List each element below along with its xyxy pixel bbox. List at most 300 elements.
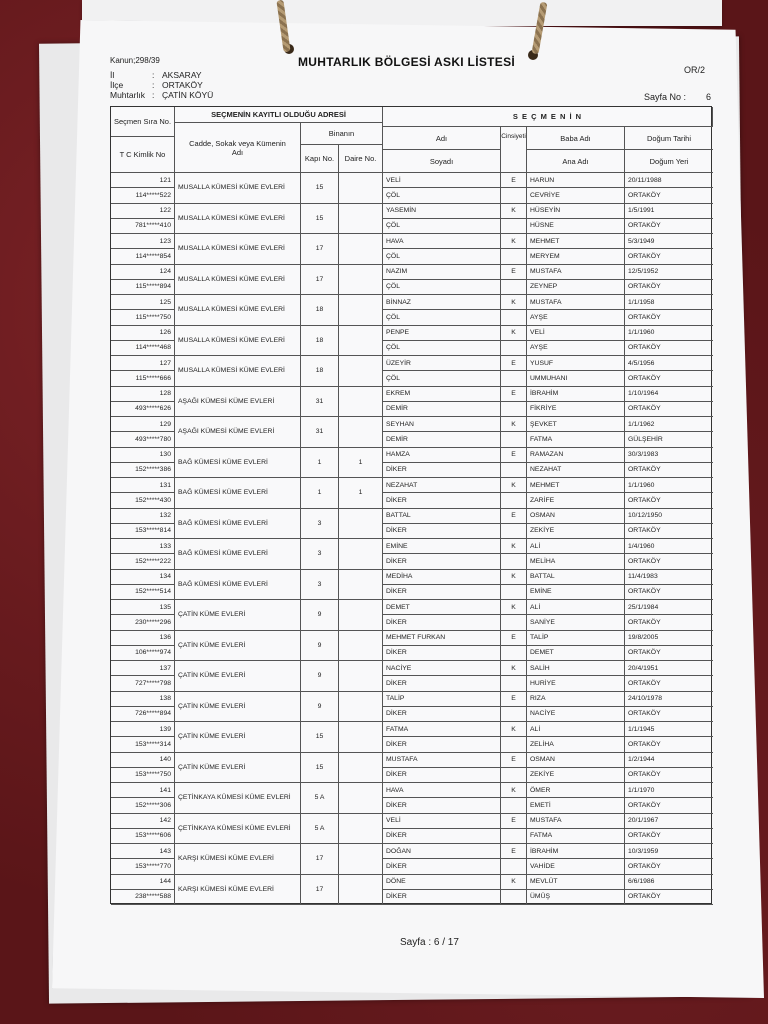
header-baba-adi: Baba Adı: [527, 127, 625, 150]
voter-cinsiyet-blank: [501, 219, 527, 234]
voter-baba-adi: MUSTAFA: [527, 295, 625, 310]
voter-soyadi: ÇÖL: [383, 341, 501, 356]
voter-cinsiyet-blank: [501, 859, 527, 874]
voter-adi: TALİP: [383, 692, 501, 707]
table-row: [111, 265, 713, 296]
law-reference: Kanun;298/39: [110, 56, 160, 65]
voter-ana-adi: ZEKİYE: [527, 768, 625, 783]
voter-dogum-yeri: ORTAKÖY: [625, 798, 713, 813]
voter-cinsiyet-blank: [501, 646, 527, 661]
page-number-label: Sayfa No :: [644, 92, 687, 102]
meta-ilce: [110, 80, 203, 90]
voter-cinsiyet-blank: [501, 829, 527, 844]
voter-address: MUSALLA KÜMESİ KÜME EVLERİ: [175, 265, 301, 296]
voter-address: BAĞ KÜMESİ KÜME EVLERİ: [175, 509, 301, 540]
voter-dogum-yeri: GÜLŞEHİR: [625, 432, 713, 447]
voter-sira-no: 143: [111, 844, 175, 859]
voter-adi: PENPE: [383, 326, 501, 341]
voter-dogum-tarihi: 1/1/1945: [625, 722, 713, 737]
voter-dogum-tarihi: 1/2/1944: [625, 753, 713, 768]
voter-soyadi: ÇÖL: [383, 249, 501, 264]
voter-sira-no: 138: [111, 692, 175, 707]
voter-ana-adi: HURİYE: [527, 676, 625, 691]
voter-soyadi: DİKER: [383, 768, 501, 783]
voter-kapi-no: 3: [301, 570, 339, 601]
voter-cinsiyet-blank: [501, 249, 527, 264]
header-soyadi: Soyadı: [383, 150, 501, 173]
voter-daire-no: [339, 234, 383, 265]
voter-cinsiyet: K: [501, 539, 527, 554]
voter-soyadi: DİKER: [383, 463, 501, 478]
page-title: MUHTARLIK BÖLGESİ ASKI LİSTESİ: [298, 55, 516, 69]
voter-baba-adi: RAMAZAN: [527, 448, 625, 463]
voter-baba-adi: MUSTAFA: [527, 814, 625, 829]
voter-ana-adi: AYŞE: [527, 310, 625, 325]
voter-soyadi: DİKER: [383, 615, 501, 630]
voter-sira-no: 133: [111, 539, 175, 554]
voter-kapi-no: 1: [301, 478, 339, 509]
voter-daire-no: [339, 814, 383, 845]
voter-daire-no: [339, 783, 383, 814]
voter-ana-adi: DEMET: [527, 646, 625, 661]
voter-adi: NAZIM: [383, 265, 501, 280]
voter-ana-adi: AYŞE: [527, 341, 625, 356]
voter-daire-no: [339, 753, 383, 784]
voter-dogum-tarihi: 25/1/1984: [625, 600, 713, 615]
voter-dogum-yeri: ORTAKÖY: [625, 554, 713, 569]
voter-cinsiyet: E: [501, 814, 527, 829]
voter-cinsiyet-blank: [501, 188, 527, 203]
voter-ana-adi: HÜSNE: [527, 219, 625, 234]
voter-soyadi: DİKER: [383, 798, 501, 813]
voter-address: ÇETİNKAYA KÜMESİ KÜME EVLERİ: [175, 783, 301, 814]
voter-sira-no: 144: [111, 875, 175, 890]
header-binanin: Binanın: [301, 123, 383, 145]
voter-adi: BİNNAZ: [383, 295, 501, 310]
voter-sira-no: 129: [111, 417, 175, 432]
colon: :: [152, 70, 155, 80]
voter-sira-no: 134: [111, 570, 175, 585]
voter-tc-no: 114*****468: [111, 341, 175, 356]
voter-kapi-no: 15: [301, 204, 339, 235]
voter-dogum-yeri: ORTAKÖY: [625, 524, 713, 539]
voter-tc-no: 153*****750: [111, 768, 175, 783]
voter-dogum-yeri: ORTAKÖY: [625, 310, 713, 325]
voter-adi: EMİNE: [383, 539, 501, 554]
table-row: [111, 234, 713, 265]
voter-soyadi: DİKER: [383, 859, 501, 874]
header-cinsiyet: Cinsiyeti: [501, 127, 527, 173]
voter-ana-adi: ZEYNEP: [527, 280, 625, 295]
voter-ana-adi: NACİYE: [527, 707, 625, 722]
voter-daire-no: [339, 844, 383, 875]
voter-address: MUSALLA KÜMESİ KÜME EVLERİ: [175, 234, 301, 265]
voter-cinsiyet: K: [501, 234, 527, 249]
form-code: OR/2: [684, 65, 706, 75]
voter-dogum-yeri: ORTAKÖY: [625, 646, 713, 661]
header-dogum-tarihi: Doğum Tarihi: [625, 127, 713, 150]
table-row: [111, 509, 713, 540]
voter-cinsiyet: K: [501, 661, 527, 676]
voter-sira-no: 126: [111, 326, 175, 341]
table-row: [111, 356, 713, 387]
voter-sira-no: 135: [111, 600, 175, 615]
voter-baba-adi: ŞEVKET: [527, 417, 625, 432]
voter-adi: DOĞAN: [383, 844, 501, 859]
voter-address: ÇATİN KÜME EVLERİ: [175, 753, 301, 784]
voter-ana-adi: EMETİ: [527, 798, 625, 813]
voter-ana-adi: FATMA: [527, 432, 625, 447]
voter-baba-adi: İBRAHİM: [527, 844, 625, 859]
voter-tc-no: 114*****854: [111, 249, 175, 264]
meta-muhtarlik: [110, 90, 213, 100]
voter-baba-adi: HÜSEYİN: [527, 204, 625, 219]
voter-baba-adi: MEHMET: [527, 478, 625, 493]
voter-sira-no: 132: [111, 509, 175, 524]
voter-cinsiyet: K: [501, 417, 527, 432]
voter-daire-no: [339, 539, 383, 570]
header-cadde: Cadde, Sokak veya Kümenin Adı: [175, 123, 301, 173]
table-row: [111, 783, 713, 814]
voter-kapi-no: 3: [301, 509, 339, 540]
voter-cinsiyet: E: [501, 692, 527, 707]
table-row: [111, 204, 713, 235]
voter-cinsiyet: K: [501, 295, 527, 310]
voter-daire-no: [339, 509, 383, 540]
voter-baba-adi: MUSTAFA: [527, 265, 625, 280]
voter-daire-no: [339, 600, 383, 631]
voter-dogum-yeri: ORTAKÖY: [625, 829, 713, 844]
voter-daire-no: [339, 356, 383, 387]
voter-dogum-tarihi: 30/3/1983: [625, 448, 713, 463]
voter-tc-no: 726*****894: [111, 707, 175, 722]
voter-adi: MEHMET FURKAN: [383, 631, 501, 646]
voter-dogum-tarihi: 4/5/1956: [625, 356, 713, 371]
voter-sira-no: 128: [111, 387, 175, 402]
voter-address: ÇATİN KÜME EVLERİ: [175, 631, 301, 662]
voter-tc-no: 153*****814: [111, 524, 175, 539]
voter-sira-no: 122: [111, 204, 175, 219]
header-secmenin-group: S E Ç M E N İ N: [383, 107, 713, 127]
voter-sira-no: 141: [111, 783, 175, 798]
voter-address: MUSALLA KÜMESİ KÜME EVLERİ: [175, 173, 301, 204]
table-row: [111, 661, 713, 692]
table-row: [111, 539, 713, 570]
voter-daire-no: [339, 417, 383, 448]
voter-dogum-tarihi: 1/4/1960: [625, 539, 713, 554]
table-row: [111, 631, 713, 662]
voter-ana-adi: UMMUHANI: [527, 371, 625, 386]
voter-baba-adi: YUSUF: [527, 356, 625, 371]
header-ana-adi: Ana Adı: [527, 150, 625, 173]
voter-cinsiyet: K: [501, 600, 527, 615]
voter-adi: DEMET: [383, 600, 501, 615]
voter-cinsiyet-blank: [501, 554, 527, 569]
voter-baba-adi: ALİ: [527, 539, 625, 554]
voter-address: MUSALLA KÜMESİ KÜME EVLERİ: [175, 326, 301, 357]
voter-baba-adi: ALİ: [527, 722, 625, 737]
voter-sira-no: 140: [111, 753, 175, 768]
voter-cinsiyet-blank: [501, 585, 527, 600]
voter-dogum-yeri: ORTAKÖY: [625, 585, 713, 600]
il-label: İl: [110, 70, 115, 80]
voter-ana-adi: ÜMÜŞ: [527, 890, 625, 905]
voter-kapi-no: 17: [301, 844, 339, 875]
voter-address: AŞAĞI KÜMESİ KÜME EVLERİ: [175, 387, 301, 418]
voter-cinsiyet-blank: [501, 341, 527, 356]
ilce-value: ORTAKÖY: [162, 80, 203, 90]
table-row: [111, 875, 713, 906]
voter-daire-no: [339, 387, 383, 418]
voter-cinsiyet: E: [501, 509, 527, 524]
voter-daire-no: [339, 661, 383, 692]
voter-soyadi: DİKER: [383, 707, 501, 722]
voter-tc-no: 153*****314: [111, 737, 175, 752]
voter-daire-no: [339, 570, 383, 601]
voter-dogum-tarihi: 10/12/1950: [625, 509, 713, 524]
voter-dogum-yeri: ORTAKÖY: [625, 280, 713, 295]
voter-soyadi: ÇÖL: [383, 310, 501, 325]
voter-tc-no: 106*****974: [111, 646, 175, 661]
voter-cinsiyet: E: [501, 844, 527, 859]
header-dogum-yeri: Doğum Yeri: [625, 150, 713, 173]
voter-dogum-yeri: ORTAKÖY: [625, 707, 713, 722]
table-row: [111, 570, 713, 601]
voter-daire-no: [339, 722, 383, 753]
voter-sira-no: 139: [111, 722, 175, 737]
voter-dogum-tarihi: 12/5/1952: [625, 265, 713, 280]
voter-baba-adi: BATTAL: [527, 570, 625, 585]
voter-soyadi: DEMİR: [383, 402, 501, 417]
voter-cinsiyet: E: [501, 265, 527, 280]
voter-dogum-yeri: ORTAKÖY: [625, 249, 713, 264]
voter-kapi-no: 18: [301, 356, 339, 387]
table-row: [111, 814, 713, 845]
voter-tc-no: 153*****770: [111, 859, 175, 874]
voter-baba-adi: ALİ: [527, 600, 625, 615]
voter-kapi-no: 9: [301, 661, 339, 692]
voter-dogum-yeri: ORTAKÖY: [625, 371, 713, 386]
voter-cinsiyet: K: [501, 326, 527, 341]
voter-daire-no: 1: [339, 478, 383, 509]
voter-sira-no: 142: [111, 814, 175, 829]
voter-kapi-no: 15: [301, 753, 339, 784]
voter-daire-no: [339, 875, 383, 906]
voter-ana-adi: EMİNE: [527, 585, 625, 600]
voter-daire-no: [339, 295, 383, 326]
voter-daire-no: [339, 326, 383, 357]
voter-tc-no: 114*****522: [111, 188, 175, 203]
voter-ana-adi: MERYEM: [527, 249, 625, 264]
voter-baba-adi: OSMAN: [527, 753, 625, 768]
voter-adi: VELİ: [383, 814, 501, 829]
voter-tc-no: 152*****306: [111, 798, 175, 813]
voter-tc-no: 493*****626: [111, 402, 175, 417]
voter-dogum-yeri: ORTAKÖY: [625, 890, 713, 905]
voter-daire-no: [339, 265, 383, 296]
voter-tc-no: 115*****894: [111, 280, 175, 295]
voter-sira-no: 136: [111, 631, 175, 646]
voter-adi: NACİYE: [383, 661, 501, 676]
voter-ana-adi: ZELİHA: [527, 737, 625, 752]
voter-soyadi: ÇÖL: [383, 188, 501, 203]
voter-soyadi: DİKER: [383, 676, 501, 691]
voter-address: ÇETİNKAYA KÜMESİ KÜME EVLERİ: [175, 814, 301, 845]
voter-dogum-tarihi: 1/10/1964: [625, 387, 713, 402]
voter-address: BAĞ KÜMESİ KÜME EVLERİ: [175, 448, 301, 479]
voter-cinsiyet: E: [501, 753, 527, 768]
voter-dogum-tarihi: 1/1/1962: [625, 417, 713, 432]
voter-cinsiyet: K: [501, 875, 527, 890]
voter-cinsiyet-blank: [501, 493, 527, 508]
voter-baba-adi: SALİH: [527, 661, 625, 676]
voter-ana-adi: ZARİFE: [527, 493, 625, 508]
voter-dogum-yeri: ORTAKÖY: [625, 493, 713, 508]
voter-kapi-no: 17: [301, 875, 339, 906]
voter-cinsiyet: K: [501, 722, 527, 737]
voter-baba-adi: RIZA: [527, 692, 625, 707]
voter-cinsiyet: E: [501, 387, 527, 402]
voter-tc-no: 153*****606: [111, 829, 175, 844]
voter-dogum-tarihi: 20/4/1951: [625, 661, 713, 676]
voter-adi: HAMZA: [383, 448, 501, 463]
voter-dogum-yeri: ORTAKÖY: [625, 768, 713, 783]
voter-address: MUSALLA KÜMESİ KÜME EVLERİ: [175, 295, 301, 326]
table-row: [111, 753, 713, 784]
voter-address: BAĞ KÜMESİ KÜME EVLERİ: [175, 570, 301, 601]
voter-ana-adi: NEZAHAT: [527, 463, 625, 478]
voter-dogum-tarihi: 20/11/1988: [625, 173, 713, 188]
voter-baba-adi: MEHMET: [527, 234, 625, 249]
voter-tc-no: 781*****410: [111, 219, 175, 234]
header-adres-group: SEÇMENİN KAYITLI OLDUĞU ADRESİ: [175, 107, 383, 123]
voter-address: AŞAĞI KÜMESİ KÜME EVLERİ: [175, 417, 301, 448]
voter-ana-adi: FATMA: [527, 829, 625, 844]
voter-dogum-yeri: ORTAKÖY: [625, 188, 713, 203]
voter-kapi-no: 5 A: [301, 783, 339, 814]
voter-dogum-tarihi: 20/1/1967: [625, 814, 713, 829]
voter-kapi-no: 9: [301, 692, 339, 723]
voter-cinsiyet-blank: [501, 280, 527, 295]
voter-address: KARŞI KÜMESİ KÜME EVLERİ: [175, 875, 301, 906]
voter-cinsiyet: E: [501, 448, 527, 463]
header-daire: Daire No.: [339, 145, 383, 173]
voter-cinsiyet-blank: [501, 371, 527, 386]
voter-dogum-tarihi: 1/1/1960: [625, 326, 713, 341]
table-row: [111, 326, 713, 357]
voter-cinsiyet-blank: [501, 768, 527, 783]
table-row: [111, 692, 713, 723]
voter-soyadi: DİKER: [383, 829, 501, 844]
page-number-value: 6: [706, 92, 712, 102]
voter-soyadi: DİKER: [383, 737, 501, 752]
voter-dogum-yeri: ORTAKÖY: [625, 219, 713, 234]
voter-soyadi: ÇÖL: [383, 280, 501, 295]
voter-dogum-tarihi: 19/8/2005: [625, 631, 713, 646]
table-row: [111, 600, 713, 631]
voter-table: [110, 106, 712, 904]
voter-soyadi: DİKER: [383, 646, 501, 661]
voter-tc-no: 152*****514: [111, 585, 175, 600]
voter-sira-no: 121: [111, 173, 175, 188]
voter-cinsiyet-blank: [501, 737, 527, 752]
voter-sira-no: 137: [111, 661, 175, 676]
voter-baba-adi: İBRAHİM: [527, 387, 625, 402]
colon: :: [152, 80, 155, 90]
voter-soyadi: DİKER: [383, 493, 501, 508]
voter-cinsiyet: E: [501, 173, 527, 188]
voter-dogum-tarihi: 1/1/1970: [625, 783, 713, 798]
voter-ana-adi: ZEKİYE: [527, 524, 625, 539]
header-tc-kimlik: T C Kimlik No: [111, 137, 175, 173]
voter-address: MUSALLA KÜMESİ KÜME EVLERİ: [175, 204, 301, 235]
voter-kapi-no: 31: [301, 417, 339, 448]
voter-address: ÇATİN KÜME EVLERİ: [175, 600, 301, 631]
voter-sira-no: 125: [111, 295, 175, 310]
voter-daire-no: [339, 692, 383, 723]
header-kapi: Kapı No.: [301, 145, 339, 173]
voter-kapi-no: 1: [301, 448, 339, 479]
voter-sira-no: 131: [111, 478, 175, 493]
voter-tc-no: 115*****666: [111, 371, 175, 386]
voter-adi: YASEMİN: [383, 204, 501, 219]
voter-tc-no: 238*****588: [111, 890, 175, 905]
voter-dogum-tarihi: 1/1/1960: [625, 478, 713, 493]
voter-address: ÇATİN KÜME EVLERİ: [175, 692, 301, 723]
voter-adi: MUSTAFA: [383, 753, 501, 768]
voter-daire-no: 1: [339, 448, 383, 479]
voter-tc-no: 115*****750: [111, 310, 175, 325]
voter-cinsiyet-blank: [501, 432, 527, 447]
table-row: [111, 295, 713, 326]
il-value: AKSARAY: [162, 70, 202, 80]
voter-tc-no: 152*****386: [111, 463, 175, 478]
voter-dogum-yeri: ORTAKÖY: [625, 463, 713, 478]
table-row: [111, 722, 713, 753]
voter-baba-adi: MEVLÜT: [527, 875, 625, 890]
voter-ana-adi: CEVRİYE: [527, 188, 625, 203]
voter-daire-no: [339, 631, 383, 662]
meta-il: [110, 70, 202, 80]
voter-baba-adi: ÖMER: [527, 783, 625, 798]
voter-adi: DÖNE: [383, 875, 501, 890]
voter-adi: VELİ: [383, 173, 501, 188]
voter-dogum-tarihi: 5/3/1949: [625, 234, 713, 249]
voter-kapi-no: 18: [301, 326, 339, 357]
voter-tc-no: 152*****222: [111, 554, 175, 569]
voter-cinsiyet-blank: [501, 798, 527, 813]
voter-dogum-yeri: ORTAKÖY: [625, 737, 713, 752]
voter-kapi-no: 9: [301, 631, 339, 662]
voter-soyadi: DİKER: [383, 890, 501, 905]
voter-cinsiyet: K: [501, 204, 527, 219]
table-row: [111, 448, 713, 479]
voter-sira-no: 124: [111, 265, 175, 280]
voter-soyadi: ÇÖL: [383, 219, 501, 234]
voter-kapi-no: 18: [301, 295, 339, 326]
voter-address: BAĞ KÜMESİ KÜME EVLERİ: [175, 539, 301, 570]
voter-cinsiyet-blank: [501, 615, 527, 630]
voter-dogum-yeri: ORTAKÖY: [625, 676, 713, 691]
voter-tc-no: 152*****430: [111, 493, 175, 508]
voter-address: MUSALLA KÜMESİ KÜME EVLERİ: [175, 356, 301, 387]
voter-kapi-no: 17: [301, 265, 339, 296]
voter-adi: MEDİHA: [383, 570, 501, 585]
voter-dogum-yeri: ORTAKÖY: [625, 859, 713, 874]
voter-daire-no: [339, 173, 383, 204]
voter-sira-no: 123: [111, 234, 175, 249]
voter-soyadi: DİKER: [383, 585, 501, 600]
